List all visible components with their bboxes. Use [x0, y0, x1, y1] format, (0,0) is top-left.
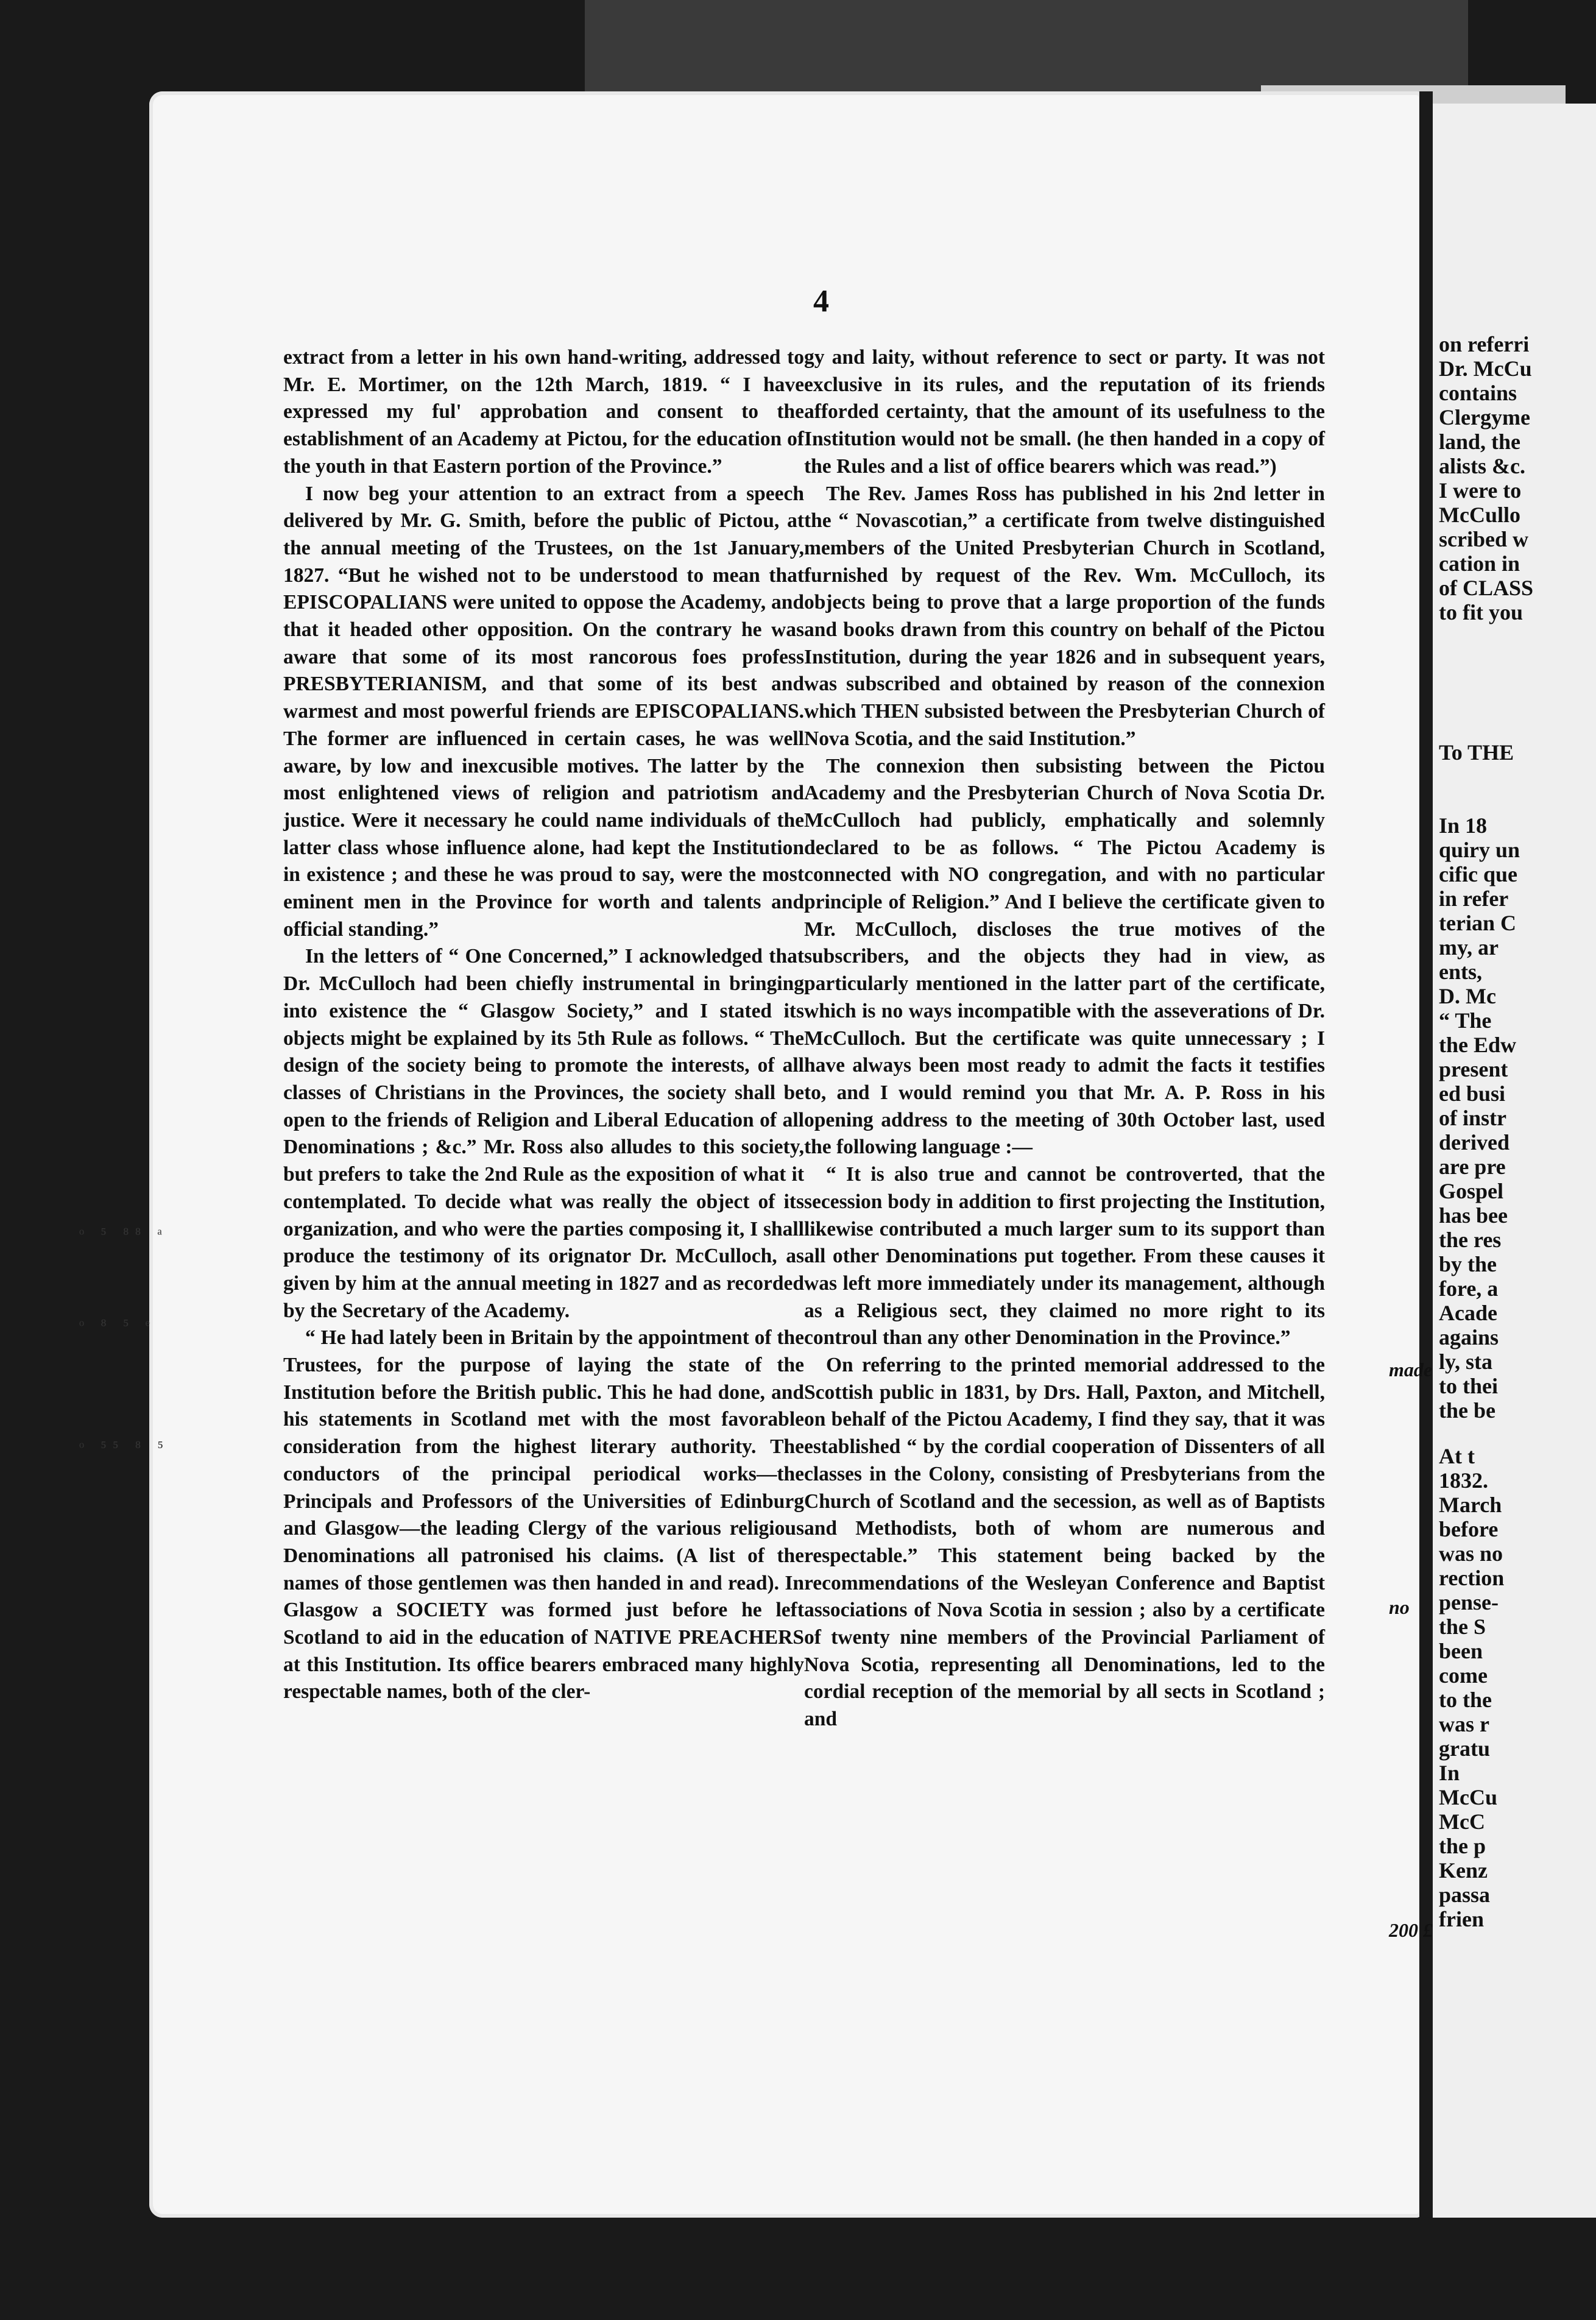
bleed-text-line: the be: [1439, 1398, 1495, 1423]
bleed-text-line: the Edw: [1439, 1033, 1517, 1057]
bleed-text-line: gratu: [1439, 1736, 1490, 1761]
bleed-text-line: was no: [1439, 1541, 1503, 1566]
bleed-text-line: “ The: [1439, 1008, 1492, 1033]
bleed-text-line: the S: [1439, 1614, 1486, 1639]
bleed-text-line: the res: [1439, 1228, 1502, 1252]
page-fold: [1419, 91, 1433, 2218]
paragraph: “ It is also true and cannot be controverted, that the secession body in addition to first projecting the Institution, likewise contributed a much larger sum to its support than all other Denominations put together. From these causes it was left more immediately under its management, although as a Religious sect, they claimed no more right to its controul than any other Denomination in the Province.”: [804, 1163, 1325, 1349]
margin-ink-marks: ᵒ ⁵ ⁸⁸ ᵃ: [79, 1225, 169, 1243]
paragraph: The connexion then subsisting between the Pictou Academy and the Presbyterian Church of Nova Scotia Dr. McCulloch had publicly, emphatically and solemnly declared to be as follows. “ The Pictou Academy is connected with NO congregation, and with no particular principle of Religion.” And I believe the certificate given to Mr. McCulloch, discloses the true motives of the subscribers, and the objects they had in view, as particularly mentioned in the latter part of the certificate, which is no ways incompatible with the asseverations of Dr. McCulloch. But the certificate was quite unnecessary ; I have always been most ready to admit the facts it testifies to, and I would remind you that Mr. A. P. Ross in his opening address to the meeting of 30th October last, used the following language :—: [804, 754, 1325, 1159]
bleed-text-line: In 18: [1439, 813, 1488, 838]
bleed-text-line: of instr: [1439, 1106, 1506, 1130]
bleed-text-line: McCu: [1439, 1785, 1497, 1809]
paragraph: gy and laity, without reference to sect or party. It was not exclusive in its rules, and the reputation of its friends afforded certainty, that the amount of its usefulness to the Institution would not be small. (he then handed in a copy of the Rules and a list of office bearers which was read.”): [804, 346, 1325, 478]
bleed-text-line: 1832.: [1439, 1468, 1488, 1493]
bleed-text-line: cation in: [1439, 551, 1520, 576]
bleed-text-line: to the: [1439, 1688, 1492, 1712]
bleed-text-line: derived: [1439, 1130, 1509, 1155]
bleed-text-line: scribed w: [1439, 527, 1528, 551]
bleed-text-line: by the: [1439, 1252, 1497, 1276]
bleed-text-line: to fit you: [1439, 600, 1523, 624]
bleed-text-line: Acade: [1439, 1301, 1497, 1325]
bleed-text-line: ents,: [1439, 960, 1482, 984]
paragraph: I now beg your attention to an extract from a speech delivered by Mr. G. Smith, before the public of Pictou, at the annual meeting of the Trustees, on the 1st January, 1827. “But he wished not to be understood to mean that EPISCOPALIANS were united to oppose the Academy, and that it headed other opposition. On the contrary he was aware that some of its most rancorous foes profess PRESBYTERIANISM, and that some of its best and warmest and most powerful friends are EPISCOPALIANS. The former are influenced in certain cases, he was well aware, by low and inexcusible motives. The latter by the most enlightened views of religion and patriotism and justice. Were it necessary he could name individuals of the latter class whose influence alone, had kept the Institution in existence ; and these he was proud to say, were the most eminent men in the Province for worth and talents and official standing.”: [283, 482, 804, 941]
paragraph: extract from a letter in his own hand-writing, addressed to Mr. E. Mortimer, on the 12th March, 1819. “ I have expressed my ful' approbation and consent to the establishment of an Academy at Pictou, for the education of the youth in that Eastern portion of the Province.”: [283, 346, 804, 478]
bleed-text-line: present: [1439, 1057, 1508, 1081]
bleed-text-line: Kenz: [1439, 1858, 1488, 1883]
bleed-text-line: alists &c.: [1439, 454, 1525, 478]
bleed-text-line: terian C: [1439, 911, 1516, 935]
adjacent-page-bleed: [1433, 104, 1596, 2218]
bleed-text-line: of CLASS: [1439, 576, 1534, 600]
bleed-text-line: my, ar: [1439, 935, 1499, 960]
paragraph: The Rev. James Ross has published in his 2nd letter in the “ Novascotian,” a certificate from twelve distinguished members of the United Presbyterian Church in Scotland, furnished by request of the Rev. Wm. McCulloch, its objects being to prove that a large proportion of the funds and books drawn from this country on behalf of the Pictou Institution, during the year 1826 and in subsequent years, was subscribed and obtained by reason of the connexion which THEN subsisted between the Presbyterian Church of Nova Scotia, and the said Institution.”: [804, 482, 1325, 750]
bleed-text-line: before: [1439, 1517, 1499, 1541]
paragraph: “ He had lately been in Britain by the appointment of the Trustees, for the purpose of laying the state of the Institution before the British public. This he had done, and his statements in Scotland met with the most favorable consideration from the highest literary authority. The conductors of the principal periodical works—the Principals and Professors of the Universities of Edinburg and Glasgow—the leading Clergy of the various religious Denominations all patronised his claims. (A list of the names of those gentlemen was then handed in and read). In Glasgow a SOCIETY was formed just before he left Scotland to aid in the education of NATIVE PREACHERS at this Institution. Its office bearers embraced many highly respectable names, both of the cler-: [283, 1326, 804, 1703]
bleed-text-line: Dr. McCu: [1439, 356, 1532, 381]
bleed-text-line: was r: [1439, 1712, 1489, 1736]
margin-ink-marks: ᵒ ⁵⁵ ⁸ ⁵: [79, 1438, 170, 1457]
bleed-text-line: McCullo: [1439, 503, 1520, 527]
bleed-text-line: are pre: [1439, 1155, 1506, 1179]
bleed-text-line: In: [1439, 1761, 1460, 1785]
bleed-text-line: come: [1439, 1663, 1488, 1688]
bleed-text-line: McC: [1439, 1809, 1485, 1834]
bleed-text-line: passa: [1439, 1883, 1491, 1907]
bleed-text-line: I were to: [1439, 478, 1522, 503]
bleed-text-line: To THE: [1439, 740, 1514, 765]
bleed-text-line: ly, sta: [1439, 1349, 1493, 1374]
bleed-text-line: to thei: [1439, 1374, 1498, 1398]
bleed-text-line: been: [1439, 1639, 1483, 1663]
paragraph: In the letters of “ One Concerned,” I acknowledged that Dr. McCulloch had been chiefly instrumental in bringing into existence the “ Glasgow Society,” and I stated its objects might be explained by its 5th Rule as follows. “ The design of the society being to promote the interests, of all classes of Christians in the Provinces, the society shall be open to the friends of Religion and Liberal Education of all Denominations ; &c.” Mr. Ross also alludes to this society, but prefers to take the 2nd Rule as the exposition of what it contemplated. To decide what was really the object of its organization, and who were the parties composing it, I shall produce the testimony of its orignator Dr. McCulloch, as given by him at the annual meeting in 1827 and as recorded by the Secretary of the Academy.: [283, 945, 804, 1322]
bleed-text-line: Gospel: [1439, 1179, 1504, 1203]
right-text-column: [804, 344, 1325, 1733]
bleed-text-line: frien: [1439, 1907, 1484, 1931]
page-number: 4: [813, 284, 829, 319]
bleed-text-line: in refer: [1439, 886, 1509, 911]
bleed-text-line: contains: [1439, 381, 1517, 405]
bleed-text-line: Clergyme: [1439, 405, 1530, 430]
paragraph: On referring to the printed memorial addressed to the Scottish public in 1831, by Drs. Hall, Paxton, and Mitchell, on behalf of the Pictou Academy, I find they say, that it was established “ by the cordial cooperation of Dissenters of all classes in the Colony, consisting of Presbyterians from the Church of Scotland and the secession, as well as of Baptists and Methodists, both of whom are numerous and respectable.” This statement being backed by the recommendations of the Wesleyan Conference and Baptist associations of Nova Scotia in session ; also by a certificate of twenty nine members of the Provincial Parliament of Nova Scotia, representing all Denominations, led to the cordial reception of the memorial by all sects in Scotland ; and: [804, 1354, 1325, 1731]
handwritten-margin-note: 200 £: [1389, 1919, 1433, 1941]
handwritten-margin-note: made: [1389, 1359, 1433, 1381]
margin-ink-marks: ᵒ ⁸ ⁵ ᵉ: [79, 1316, 156, 1335]
bleed-text-line: quiry un: [1439, 838, 1520, 862]
bleed-text-line: agains: [1439, 1325, 1499, 1349]
bleed-text-line: D. Mc: [1439, 984, 1496, 1008]
bleed-text-line: ed busi: [1439, 1081, 1506, 1106]
bleed-text-line: the p: [1439, 1834, 1486, 1858]
bleed-text-line: land, the: [1439, 430, 1521, 454]
left-text-column: [283, 344, 804, 1706]
bleed-text-line: pense-: [1439, 1590, 1499, 1614]
bleed-text-line: cific que: [1439, 862, 1517, 886]
bleed-text-line: on referri: [1439, 332, 1530, 356]
bleed-text-line: At t: [1439, 1444, 1475, 1468]
bleed-text-line: March: [1439, 1493, 1502, 1517]
bleed-text-line: fore, a: [1439, 1276, 1499, 1301]
bleed-text-line: rection: [1439, 1566, 1505, 1590]
bleed-text-line: has bee: [1439, 1203, 1508, 1228]
handwritten-margin-note: no: [1389, 1596, 1410, 1618]
